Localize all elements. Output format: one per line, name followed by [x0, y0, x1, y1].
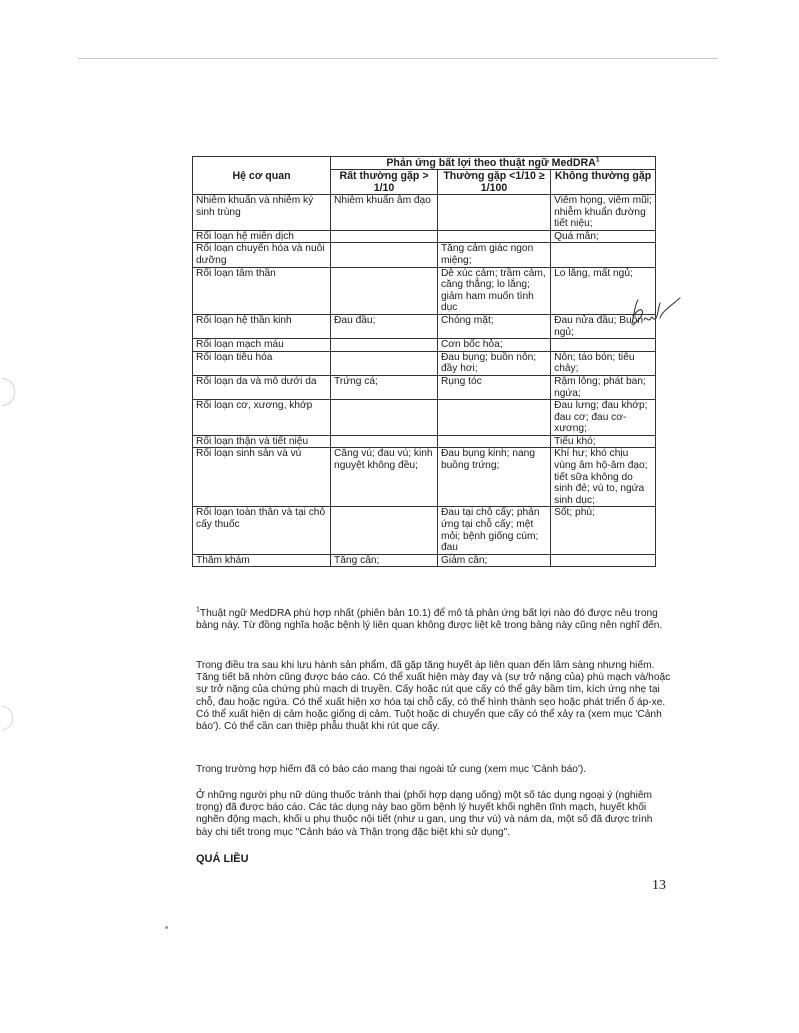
very-common-cell: Căng vú; đau vú; kinh nguyệt không đều; — [331, 448, 438, 507]
organ-cell: Rối loạn tâm thần — [193, 267, 331, 314]
paragraph-oral-contraceptives: Ở những người phụ nữ dùng thuốc tránh thai (phối hợp dạng uống) một số tác dụng ngoại ý (nghiêm trọng) đã được báo cáo. Các tác dụng này bao gồm bệnh lý huyết khối nghẽn tĩnh mạch, huyết khối nghẽn động mạch, khối u phụ thuộc nội tiết (như u gan, ung thư vú) và nám da, một số đã được trình bày chi tiết trong mục "Cảnh báo và Thận trọng đặc biệt khi sử dụng". — [196, 790, 653, 838]
organ-cell: Rối loạn hệ miễn dịch — [193, 230, 331, 243]
organ-cell: Rối loạn tiêu hóa — [193, 351, 331, 375]
common-cell: Tăng cảm giác ngon miệng; — [437, 243, 550, 267]
uncommon-cell: Rậm lông; phát ban; ngứa; — [551, 375, 656, 399]
very-common-cell: Nhiễm khuẩn âm đạo — [331, 195, 438, 231]
paragraph-ectopic-pregnancy: Trong trường hợp hiếm đã có báo cáo mang thai ngoài tử cung (xem mục 'Cảnh báo'). — [196, 764, 587, 775]
table-row — [193, 230, 656, 243]
very-common-cell: Tăng cân; — [331, 554, 438, 567]
header-very-common: Rất thường gặp > 1/10 — [331, 170, 438, 195]
header-uncommon: Không thường gặp — [551, 170, 656, 195]
organ-cell: Rối loạn mạch máu — [193, 339, 331, 352]
header-common: Thường gặp <1/10 ≥ 1/100 — [437, 170, 550, 195]
uncommon-cell: Nôn; táo bón; tiêu chảy; — [551, 351, 656, 375]
common-cell — [437, 400, 550, 436]
common-cell: Cơn bốc hỏa; — [437, 339, 550, 352]
scan-dot — [165, 926, 168, 929]
organ-cell: Nhiễm khuẩn và nhiễm ký sinh trùng — [193, 195, 331, 231]
paragraph-postmarketing: Trong điều tra sau khi lưu hành sản phẩm, đã gặp tăng huyết áp liên quan đến lâm sàng nhưng hiếm. Tăng tiết bã nhờn cũng được báo cáo. Có thể xuất hiện mày đay và (sự trở nặng của) phù mạch và/hoặc sự trở nặng của chứng phù mạch di truyền. Cấy hoặc rút que cấy có thể gây bầm tím, kích ứng nhẹ tại chỗ, đau hoặc ngứa. Có thể xuất hiện xơ hóa tại chỗ cấy, có thể hình thành sẹo hoặc phát triển ổ áp-xe. Có thể xuất hiện dị cảm hoặc giống dị cảm. Tuột hoặc di chuyển que cấy có thể xảy ra (xem mục 'Cảnh báo'). Có thể cần can thiệp phẫu thuật khi rút que cấy. — [196, 660, 671, 733]
very-common-cell — [331, 400, 438, 436]
very-common-cell — [331, 435, 438, 448]
table-row — [193, 351, 656, 375]
table-row — [193, 195, 656, 231]
table-row — [193, 267, 656, 314]
scan-edge-line — [78, 58, 718, 59]
table-row — [193, 554, 656, 567]
uncommon-cell: Viêm họng, viêm mũi; nhiễm khuẩn đường tiết niệu; — [551, 195, 656, 231]
table-row — [193, 400, 656, 436]
scan-punch-mark — [2, 706, 13, 730]
uncommon-cell: Khí hư; khó chịu vùng âm hộ-âm đạo; tiết sữa không do sinh đẻ; vú to, ngứa sinh dục; — [551, 448, 656, 507]
table-row — [193, 435, 656, 448]
common-cell: Giảm cân; — [437, 554, 550, 567]
very-common-cell — [331, 351, 438, 375]
very-common-cell — [331, 339, 438, 352]
very-common-cell — [331, 267, 438, 314]
uncommon-cell — [551, 243, 656, 267]
uncommon-cell — [551, 554, 656, 567]
organ-cell: Rối loạn toàn thân và tại chỗ cấy thuốc — [193, 507, 331, 554]
common-cell: Đau bụng kinh; nang buồng trứng; — [437, 448, 550, 507]
table-footnote: $^1$Thuật ngữ MedDRA phù hợp nhất (phiên bản 10.1) để mô tả phản ứng bất lợi nào đó được nêu trong bảng này. Từ đồng nghĩa hoặc bệnh lý liên quan không được liệt kê trong bảng này cũng nên nghĩ đến. — [196, 606, 663, 632]
table-row — [193, 339, 656, 352]
common-cell: Chóng mặt; — [437, 314, 550, 338]
organ-cell: Rối loạn thận và tiết niệu — [193, 435, 331, 448]
very-common-cell — [331, 230, 438, 243]
table-row — [193, 375, 656, 399]
table-row — [193, 448, 656, 507]
table-body — [193, 195, 656, 567]
common-cell: Dễ xúc cảm; trầm cảm, căng thẳng; lo lắng; giảm ham muốn tình dục — [437, 267, 550, 314]
header-organ-system: Hệ cơ quan — [193, 157, 331, 195]
common-cell — [437, 195, 550, 231]
very-common-cell — [331, 507, 438, 554]
organ-cell: Thăm khám — [193, 554, 331, 567]
handwritten-initials — [626, 294, 682, 334]
table-row — [193, 314, 656, 338]
organ-cell: Rối loạn chuyển hóa và nuôi dưỡng — [193, 243, 331, 267]
organ-cell: Rối loạn da và mô dưới da — [193, 375, 331, 399]
uncommon-cell: Tiểu khó; — [551, 435, 656, 448]
scan-punch-mark — [2, 378, 15, 406]
table-row — [193, 507, 656, 554]
uncommon-cell: Lo lắng, mất ngủ; — [551, 267, 656, 314]
uncommon-cell: Đau nửa đầu; Buồn ngủ; — [551, 314, 656, 338]
section-heading-overdose: QUÁ LIỀU — [196, 853, 249, 865]
common-cell: Đau tại chỗ cấy; phản ứng tại chỗ cấy; mệt mỏi; bệnh giống cúm; đau — [437, 507, 550, 554]
common-cell: Rụng tóc — [437, 375, 550, 399]
very-common-cell: Trứng cá; — [331, 375, 438, 399]
common-cell — [437, 435, 550, 448]
common-cell: Đau bụng; buồn nôn; đầy hơi; — [437, 351, 550, 375]
table-row — [193, 243, 656, 267]
very-common-cell: Đau đầu; — [331, 314, 438, 338]
very-common-cell — [331, 243, 438, 267]
header-group-title: Phản ứng bất lợi theo thuật ngữ MedDRA$^1$ — [331, 157, 656, 170]
table-header-row — [193, 157, 656, 170]
organ-cell: Rối loạn cơ, xương, khớp — [193, 400, 331, 436]
organ-cell: Rối loạn sinh sản và vú — [193, 448, 331, 507]
page-number: 13 — [652, 878, 666, 893]
uncommon-cell — [551, 339, 656, 352]
organ-cell: Rối loạn hệ thần kinh — [193, 314, 331, 338]
uncommon-cell: Quá mẫn; — [551, 230, 656, 243]
common-cell — [437, 230, 550, 243]
uncommon-cell: Sốt; phù; — [551, 507, 656, 554]
adverse-reactions-table — [192, 156, 656, 567]
uncommon-cell: Đau lưng; đau khớp; đau cơ; đau cơ-xương; — [551, 400, 656, 436]
